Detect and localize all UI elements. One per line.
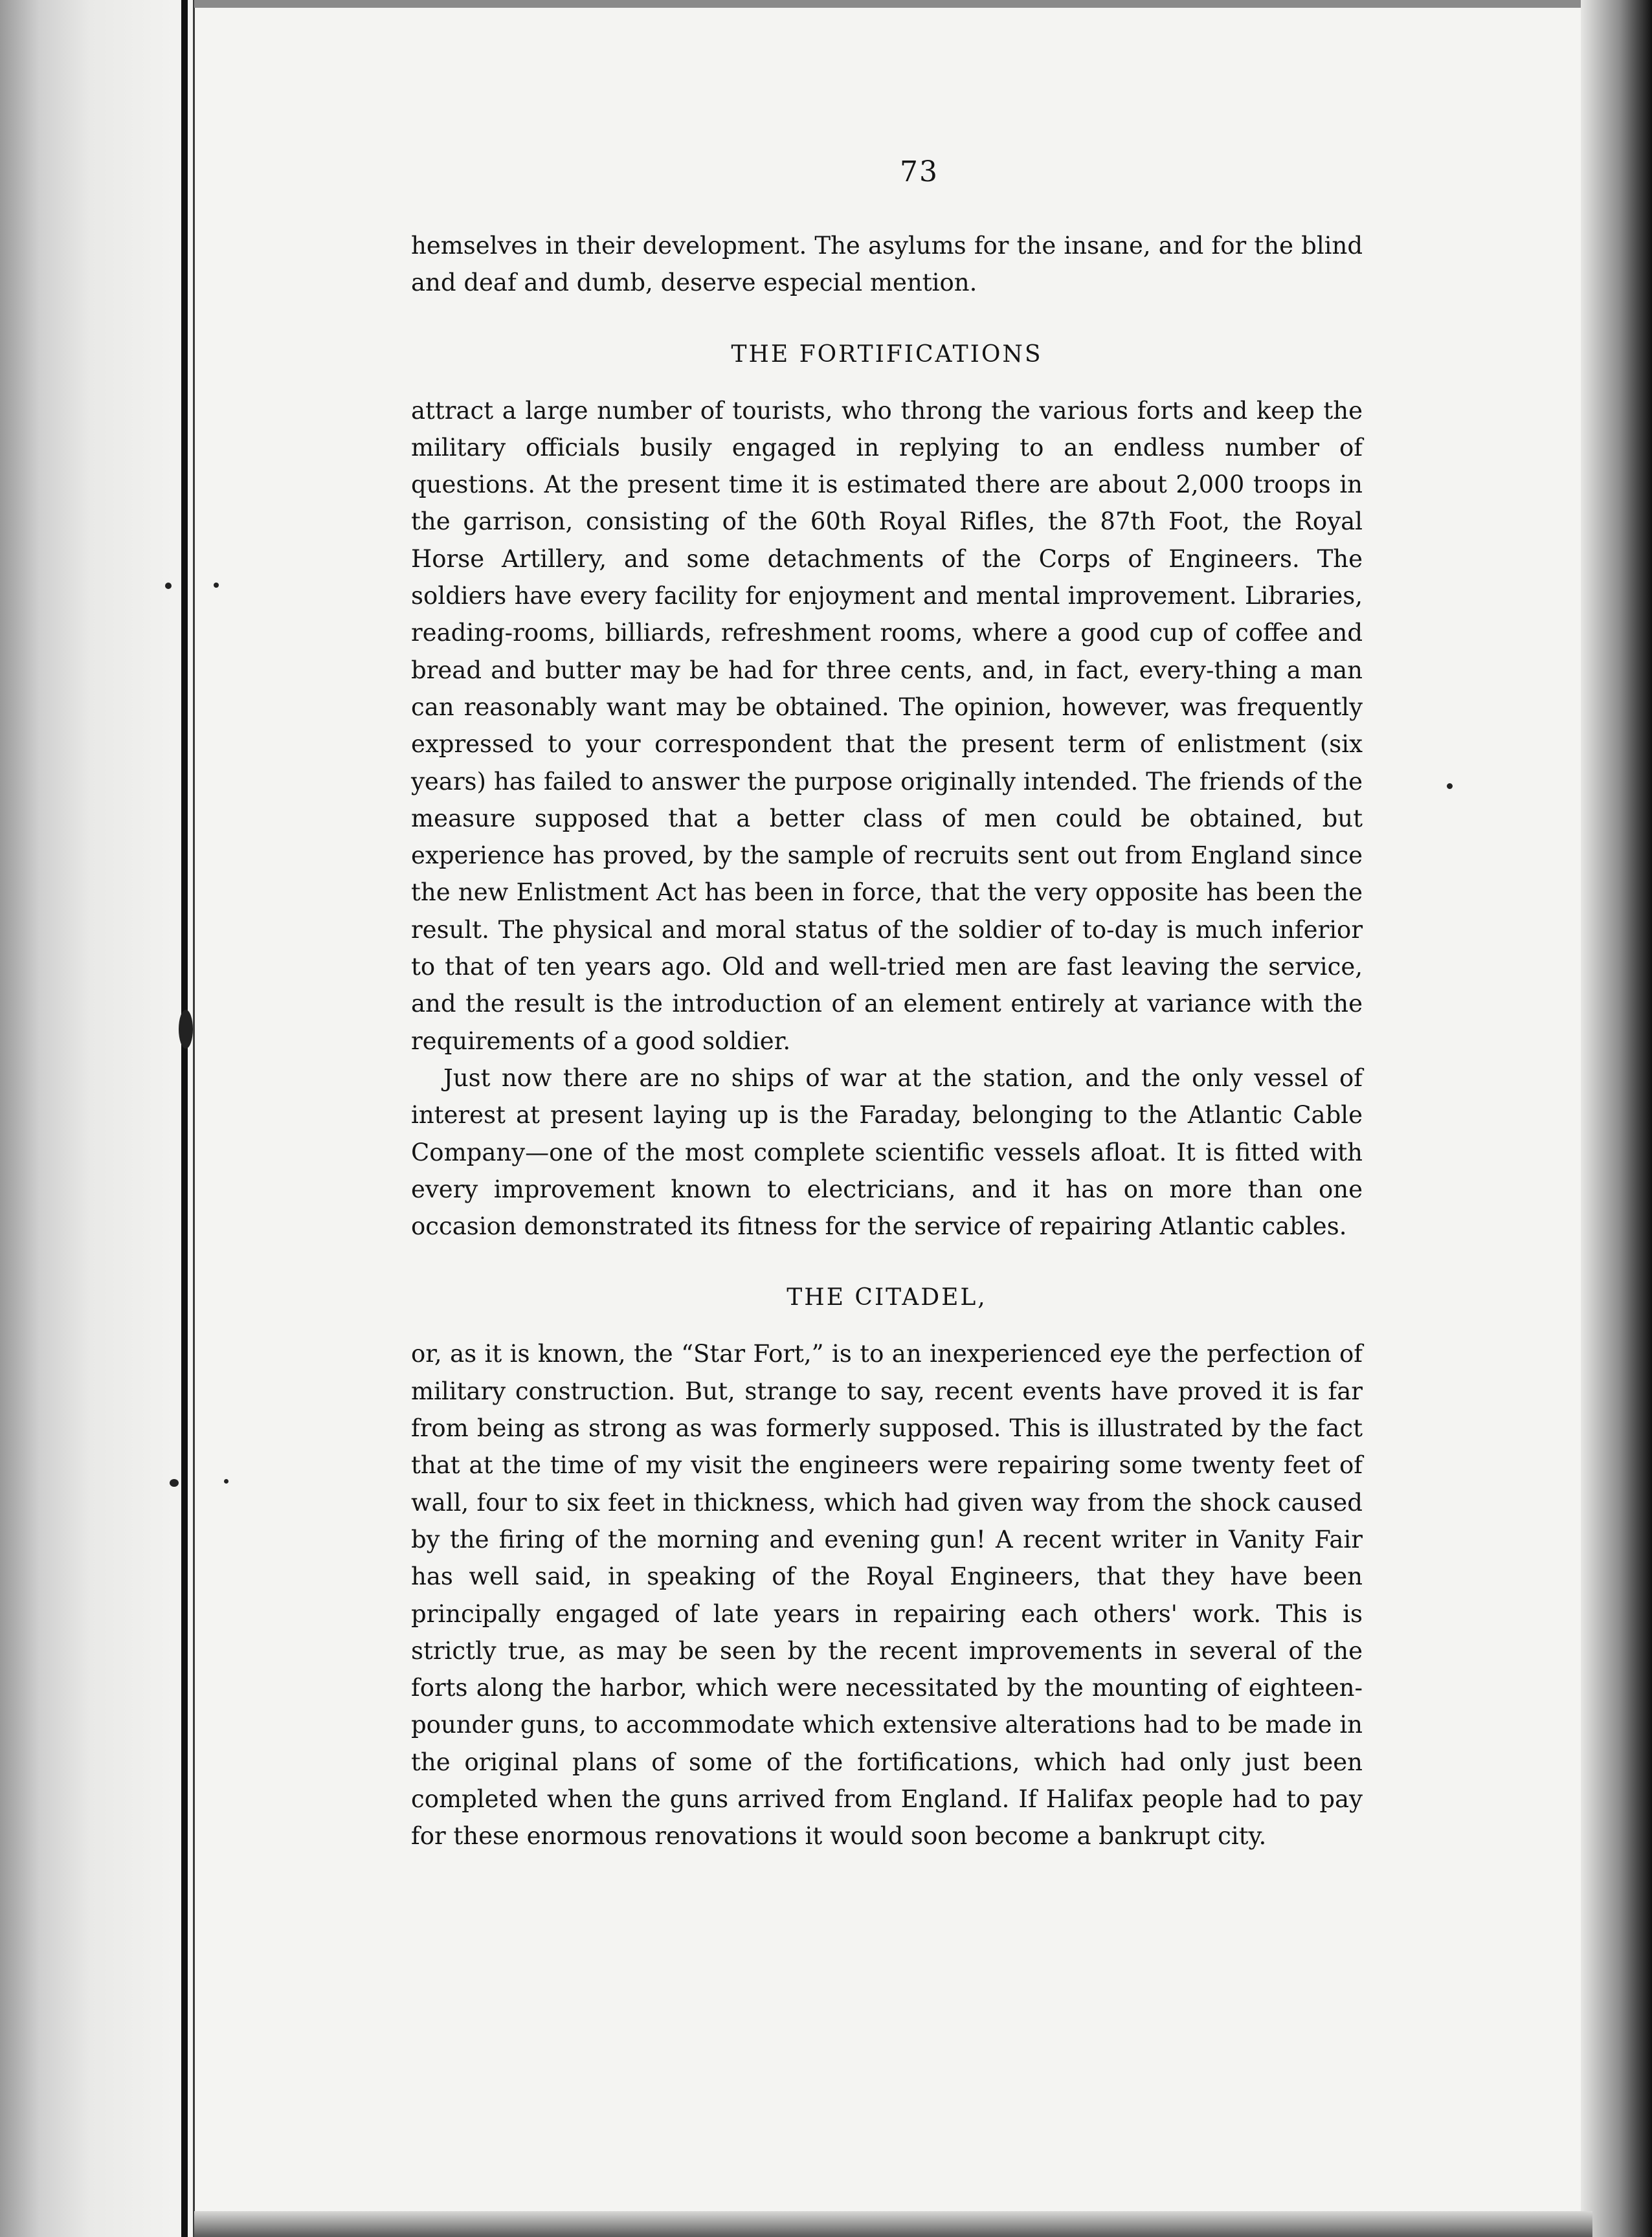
page-content xyxy=(411,155,1363,1855)
stray-dot xyxy=(1447,783,1453,789)
page-right-edge xyxy=(1581,0,1652,2237)
page-top-edge xyxy=(194,0,1592,8)
binding-edge xyxy=(181,0,188,2237)
binding-tick-mark xyxy=(224,1479,229,1484)
section-heading-fortifications: THE FORTIFICATIONS xyxy=(731,340,1043,368)
citadel-paragraph: or, as it is known, the “Star Fort,” is to an inexperienced eye the perfection of military construction. But, strange to say, recent events have proved it is far from being as strong as was formerly supposed. This is illustrated by the fact that at the time of my visit the engineers were repairing some twenty feet of wall, four to six feet in thickness, which had given way from the shock caused by the firing of the morning and evening gun! A recent writer in Vanity Fair has well said, in speaking of the Royal Engineers, that they have been principally engaged of late years in repairing each others' work. This is strictly true, as may be seen by the recent improvements in several of the forts along the harbor, which were necessitated by the mounting of eighteen-pounder guns, to accommodate which extensive alterations had to be made in the original plans of some of the fortifications, which had only just been completed when the guns arrived from England. If Halifax people had to pay for these enormous renovations it would soon become a bankrupt city. xyxy=(411,1340,1363,1851)
page-bottom-edge xyxy=(194,2211,1592,2237)
page-number: 73 xyxy=(900,155,939,188)
ships-paragraph: Just now there are no ships of war at the station, and the only vessel of interest at present laying up is the Faraday, belonging to the Atlantic Cable Company—one of the most complete scientific vessels afloat. It is fitted with every improvement known to electricians, and it has on more than one occasion demonstrated its fitness for the service of repairing Atlantic cables. xyxy=(411,1063,1363,1241)
binding-tick-mark xyxy=(165,583,172,589)
binding-tick-mark xyxy=(214,583,219,588)
fortifications-paragraph: attract a large number of tourists, who throng the various forts and keep the military officials busily engaged in replying to an endless number of questions. At the present time it is estimated there are about 2,000 troops in the garrison, consisting of the 60th Royal Rifles, the 87th Foot, the Royal Horse Artillery, and some detachments of the Corps of Engineers. The soldiers have every facility for enjoyment and mental improvement. Libraries, reading-rooms, billiards, refreshment rooms, where a good cup of coffee and bread and butter may be had for three cents, and, in fact, every-thing a man can reasonably want may be obtained. The opinion, however, was frequently expressed to your correspondent that the present term of enlistment (six years) has failed to answer the purpose originally intended. The friends of the measure supposed that a better class of men could be obtained, but experience has proved, by the sample of recruits sent out from England since the new Enlistment Act has been in force, that the very opposite has been the result. The physical and moral status of the soldier of to-day is much inferior to that of ten years ago. Old and well-tried men are fast leaving the service, and the result is the introduction of an element entirely at variance with the requirements of a good soldier. xyxy=(411,396,1363,1055)
intro-paragraph: hemselves in their development. The asylums for the insane, and for the blind and deaf and dumb, deserve especial mention. xyxy=(411,232,1363,297)
binding-tick-mark xyxy=(170,1479,179,1487)
section-heading-citadel: THE CITADEL, xyxy=(787,1284,987,1311)
page-gutter-shadow xyxy=(0,0,194,2237)
binding-edge-inner xyxy=(193,0,195,2237)
binding-stitch-mark xyxy=(179,1010,193,1049)
